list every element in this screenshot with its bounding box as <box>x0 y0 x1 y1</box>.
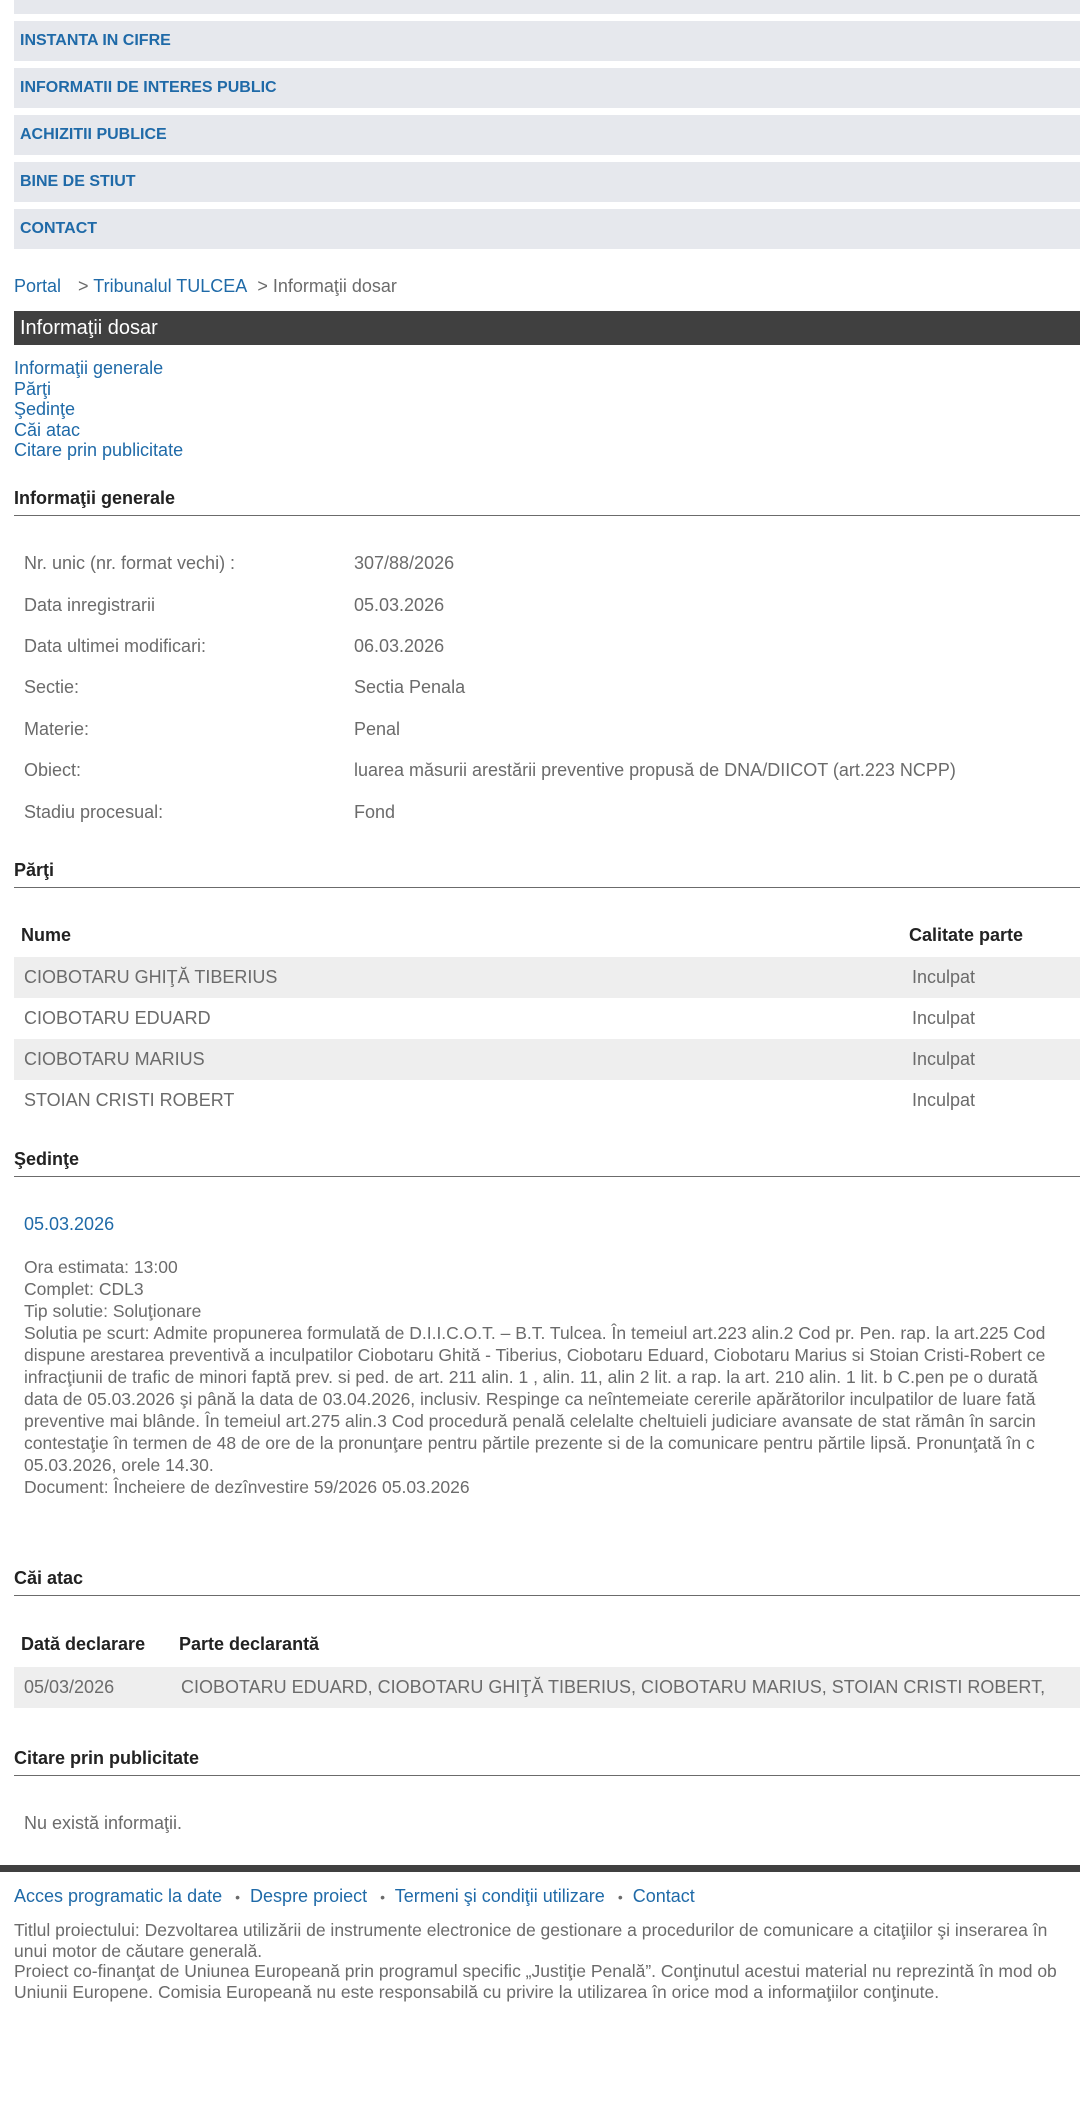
footer-bullet: • <box>617 1889 623 1905</box>
hearing-solution-type: Tip solutie: Soluţionare <box>24 1301 202 1321</box>
table-row <box>14 957 1080 998</box>
appeals-col-date-header: Dată declarare <box>21 1634 146 1654</box>
nav-item-instanta-in-cifre[interactable] <box>14 21 1080 61</box>
info-label: Sectie: <box>24 677 80 697</box>
breadcrumb-portal-link[interactable]: Portal <box>14 276 62 296</box>
anchor-citare-publicitate[interactable]: Citare prin publicitate <box>14 440 184 460</box>
section-heading-citare <box>14 1745 1080 1776</box>
hearing-solution-line: contestaţie în termen de 48 de ore de la pronunţare pentru părtile prezente si de la comunicare pentru părtile lipsă. Pronunţată în c <box>24 1433 1035 1453</box>
breadcrumb-separator: > <box>78 276 89 296</box>
hearing-solution-line: dispune arestarea preventivă a inculpatilor Ciobotaru Ghită - Tiberius, Ciobotaru Eduard, Ciobotaru Marius si Stoian Cristi-Robert ce <box>24 1345 1046 1365</box>
table-row <box>14 1080 1080 1121</box>
footer-bullet: • <box>380 1889 386 1905</box>
info-value: luarea măsurii arestării preventive propusă de DNA/DIICOT (art.223 NCPP) <box>354 760 956 780</box>
appeals-col-party-header: Parte declarantă <box>179 1634 320 1654</box>
publicity-empty-text: Nu există informaţii. <box>24 1813 183 1833</box>
breadcrumb-current: Informaţii dosar <box>272 276 397 296</box>
table-row <box>14 998 1080 1039</box>
breadcrumb-court-link[interactable]: Tribunalul TULCEA <box>93 276 247 296</box>
info-label: Stadiu procesual: <box>24 802 164 822</box>
footer-project-text <box>14 1920 1057 2002</box>
anchor-parti[interactable]: Părţi <box>14 378 52 399</box>
parties-col-name-header: Nume <box>21 925 72 945</box>
footer-bullet: • <box>235 1889 241 1905</box>
hearing-solution-line: Solutia pe scurt: Admite propunerea formulată de D.I.I.C.O.T. – B.T. Tulcea. În temeiul art.223 alin.2 Cod pr. Pen. rap. la art.225 Cod <box>24 1323 1046 1343</box>
nav-item-contact[interactable] <box>14 209 1080 249</box>
nav-item-label[interactable]: CONTACT <box>20 220 98 237</box>
nav-item-achizitii-publice[interactable] <box>14 115 1080 155</box>
section-heading-cai-atac <box>14 1565 1080 1596</box>
info-value: Penal <box>354 719 401 739</box>
footer-link-api[interactable]: Acces programatic la date <box>14 1886 223 1906</box>
page-title: Informaţii dosar <box>20 317 158 339</box>
info-value: Fond <box>354 802 396 822</box>
footer-text-line: unui motor de căutare generală. <box>14 1940 263 1961</box>
party-role: Inculpat <box>912 1049 976 1069</box>
nav-item-bine-de-stiut[interactable] <box>14 162 1080 202</box>
appeal-party: CIOBOTARU EDUARD, CIOBOTARU GHIŢĂ TIBERIUS, CIOBOTARU MARIUS, STOIAN CRISTI ROBERT, <box>181 1677 1046 1697</box>
section-heading-general <box>14 485 1080 516</box>
info-label: Nr. unic (nr. format vechi) : <box>24 553 236 573</box>
section-heading-text: Căi atac <box>14 1568 84 1588</box>
footer-text-line: Uniunii Europene. Comisia Europeană nu este responsabilă cu privire la utilizarea în orice mod a informaţiilor conţinute. <box>14 1981 940 2002</box>
section-heading-text: Părţi <box>14 860 55 880</box>
nav-item-partial[interactable] <box>14 0 1080 14</box>
table-row <box>14 1039 1080 1080</box>
info-label: Materie: <box>24 719 90 739</box>
parties-col-role-header: Calitate parte <box>909 925 1024 945</box>
section-heading-text: Citare prin publicitate <box>14 1748 200 1768</box>
hearing-estimated-time: Ora estimata: 13:00 <box>24 1257 178 1277</box>
info-value: 05.03.2026 <box>354 595 445 615</box>
party-name: CIOBOTARU EDUARD <box>24 1008 211 1028</box>
hearing-panel: Complet: CDL3 <box>24 1279 144 1299</box>
nav-item-label[interactable]: BINE DE STIUT <box>20 173 136 190</box>
info-value: 307/88/2026 <box>354 553 455 573</box>
footer-link-termeni[interactable]: Termeni şi condiţii utilizare <box>394 1886 605 1906</box>
hearing-date: 05.03.2026 <box>24 1214 115 1234</box>
party-name: CIOBOTARU MARIUS <box>24 1049 205 1069</box>
anchor-informatii-generale[interactable]: Informaţii generale <box>14 358 164 378</box>
info-value: Sectia Penala <box>354 677 466 697</box>
table-row <box>14 1667 1080 1708</box>
section-heading-parti <box>14 857 1080 888</box>
party-name: CIOBOTARU GHIŢĂ TIBERIUS <box>24 967 278 987</box>
footer-text-line: Titlul proiectului: Dezvoltarea utilizării de instrumente electronice de gestionare a procedurilor de comunicare a citaţiilor şi inserarea în <box>14 1920 1048 1940</box>
party-role: Inculpat <box>912 1008 976 1028</box>
section-heading-sedinte <box>14 1146 1080 1177</box>
breadcrumb <box>14 276 397 297</box>
hearing-details <box>24 1256 1045 1498</box>
footer-link-despre[interactable]: Despre proiect <box>250 1886 368 1906</box>
anchor-sedinte[interactable]: Şedinţe <box>14 399 76 419</box>
footer-divider <box>0 1865 1080 1872</box>
breadcrumb-separator: > <box>257 276 268 296</box>
page-title-bar <box>14 311 1080 345</box>
hearing-solution-line: infracţiunii de trafic de minori faptă prev. si ped. de art. 211 alin. 1 , alin. 11, alin 2 lit. a rap. la art. 210 alin. 1 lit. b C.pen pe o durată <box>24 1367 1038 1387</box>
hearing-solution-line: preventive mai blânde. În temeiul art.275 alin.3 Cod procedură penală celelalte cheltuieli judiciare avansate de stat rămân în sarcin <box>24 1411 1036 1431</box>
section-anchors <box>14 358 183 461</box>
section-heading-text: Informaţii generale <box>14 488 176 508</box>
party-role: Inculpat <box>912 1090 976 1110</box>
nav-item-label[interactable]: ACHIZITII PUBLICE <box>20 126 167 143</box>
party-name: STOIAN CRISTI ROBERT <box>24 1090 235 1110</box>
appeal-date: 05/03/2026 <box>24 1677 115 1697</box>
footer-text-line: Proiect co-finanţat de Uniunea Europeană prin programul specific „Justiţie Penală”. Conţinutul acestui material nu reprezintă în mod ob <box>14 1961 1057 1981</box>
hearing-solution-line: data de 05.03.2026 şi până la data de 03.04.2026, inclusiv. Respinge ca neîntemeiate cererile apărătorilor inculpatilor de luare fată <box>24 1389 1036 1409</box>
party-role: Inculpat <box>912 967 976 987</box>
footer-links <box>14 1886 695 1907</box>
nav-item-label[interactable]: INSTANTA IN CIFRE <box>20 32 171 49</box>
hearing-document: Document: Încheiere de dezînvestire 59/2026 05.03.2026 <box>24 1477 470 1497</box>
hearing-solution-line: 05.03.2026, orele 14.30. <box>24 1455 214 1475</box>
section-heading-text: Şedinţe <box>14 1149 80 1169</box>
footer-link-contact[interactable]: Contact <box>632 1886 695 1906</box>
info-label: Data ultimei modificari: <box>24 636 207 656</box>
info-label: Obiect: <box>24 760 82 780</box>
anchor-cai-atac[interactable]: Căi atac <box>14 419 81 440</box>
info-value: 06.03.2026 <box>354 636 445 656</box>
nav-item-informatii-interes-public[interactable] <box>14 68 1080 108</box>
info-label: Data inregistrarii <box>24 595 156 615</box>
nav-item-label[interactable]: INFORMATII DE INTERES PUBLIC <box>20 79 277 96</box>
